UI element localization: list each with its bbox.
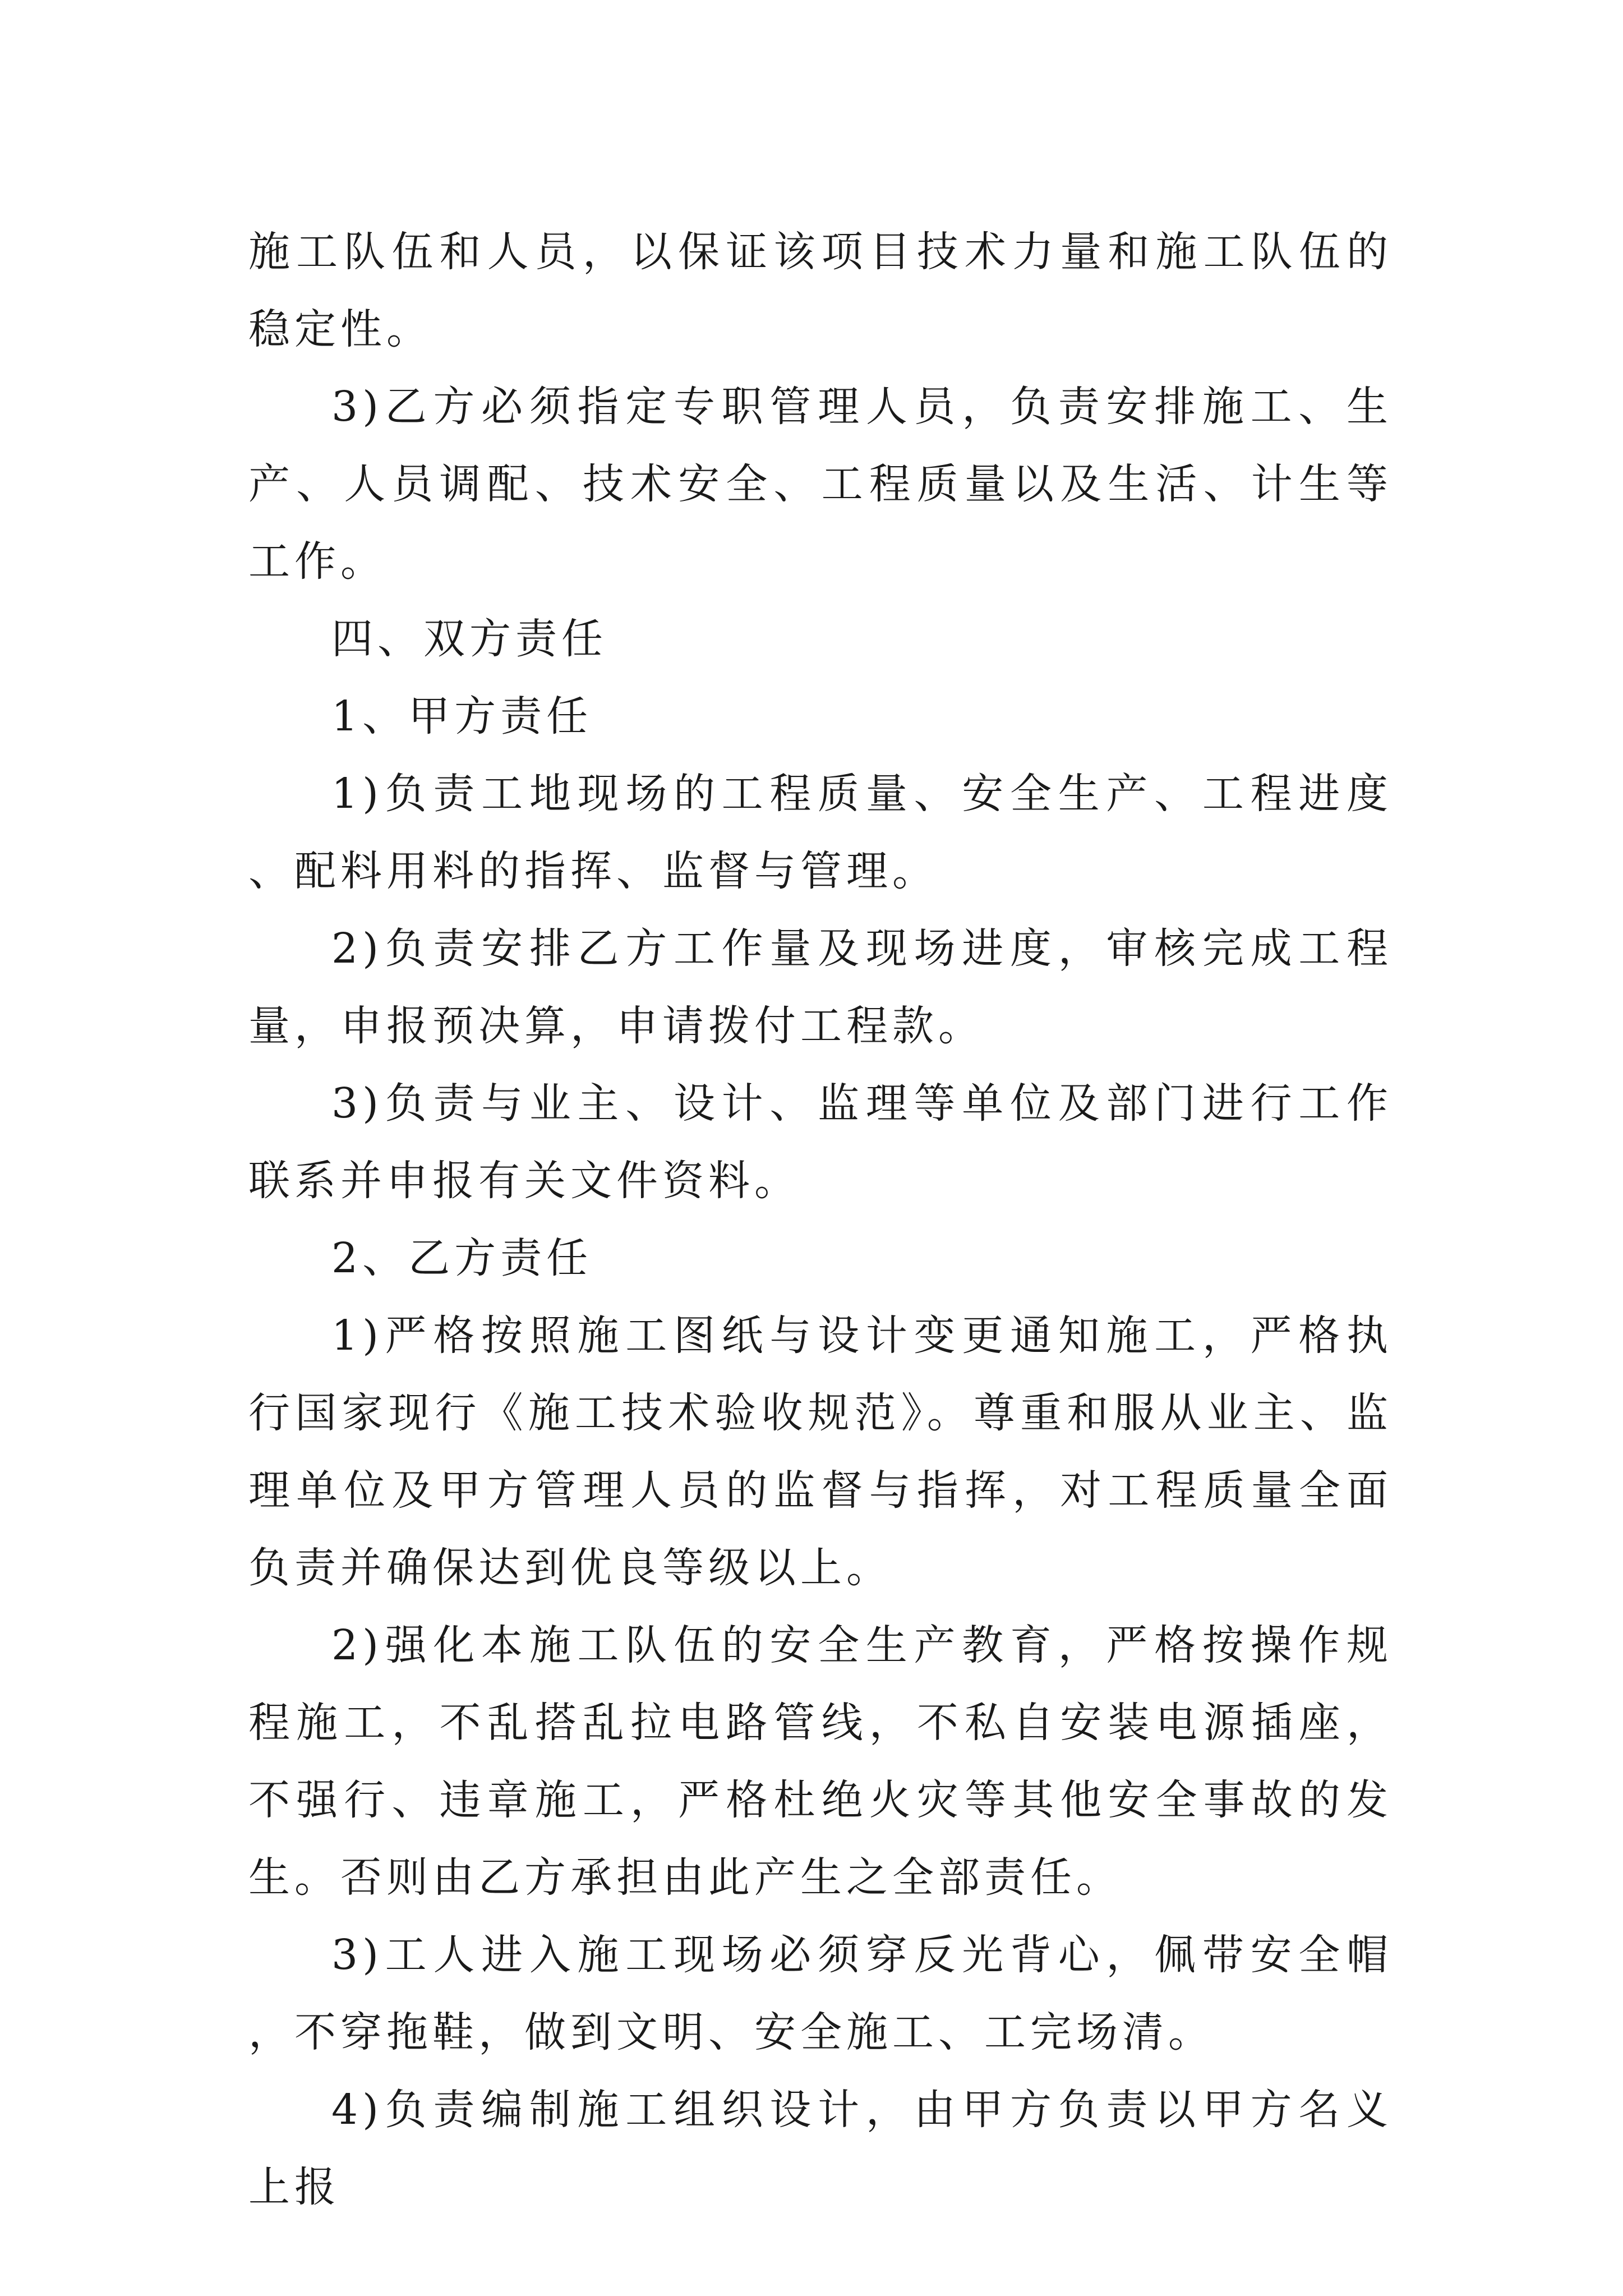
paragraph-party-b-item-1: 1)严格按照施工图纸与设计变更通知施工，严格执行国家现行《施工技术验收规范》。尊重和服从业主、监理单位及甲方管理人员的监督与指挥，对工程质量全面负责并确保达到优良等级以上。 (248, 1312, 1393, 1592)
subheading-party-a-responsibilities: 1、甲方责任 (331, 692, 593, 740)
paragraph-2: 3)乙方必须指定专职管理人员，负责安排施工、生产、人员调配、技术安全、工程质量以及生活、计生等工作。 (248, 383, 1393, 586)
section-heading-mutual-responsibilities: 四、双方责任 (331, 615, 607, 663)
paragraph-party-b-item-2: 2)强化本施工队伍的安全生产教育，严格按操作规程施工，不乱搭乱拉电路管线，不私自安装电源插座，不强行、违章施工，严格杜绝火灾等其他安全事故的发生。否则由乙方承担由此产生之全部责任。 (248, 1621, 1393, 1902)
subheading-party-b-responsibilities: 2、乙方责任 (331, 1234, 593, 1282)
paragraph-party-b-item-3: 3)工人进入施工现场必须穿反光背心，佩带安全帽，不穿拖鞋，做到文明、安全施工、工完场清。 (248, 1931, 1393, 2056)
paragraph-party-a-item-2: 2)负责安排乙方工作量及现场进度，审核完成工程量，申报预决算，申请拨付工程款。 (248, 924, 1393, 1050)
paragraph-party-b-item-4: 4)负责编制施工组织设计，由甲方负责以甲方名义上报 (248, 2086, 1393, 2211)
paragraph-party-a-item-3: 3)负责与业主、设计、监理等单位及部门进行工作联系并申报有关文件资料。 (248, 1079, 1393, 1205)
paragraph-1: 施工队伍和人员，以保证该项目技术力量和施工队伍的稳定性。 (248, 228, 1393, 353)
body-text (248, 213, 1393, 2226)
paragraph-party-a-item-1: 1)负责工地现场的工程质量、安全生产、工程进度、配料用料的指挥、监督与管理。 (248, 770, 1393, 895)
